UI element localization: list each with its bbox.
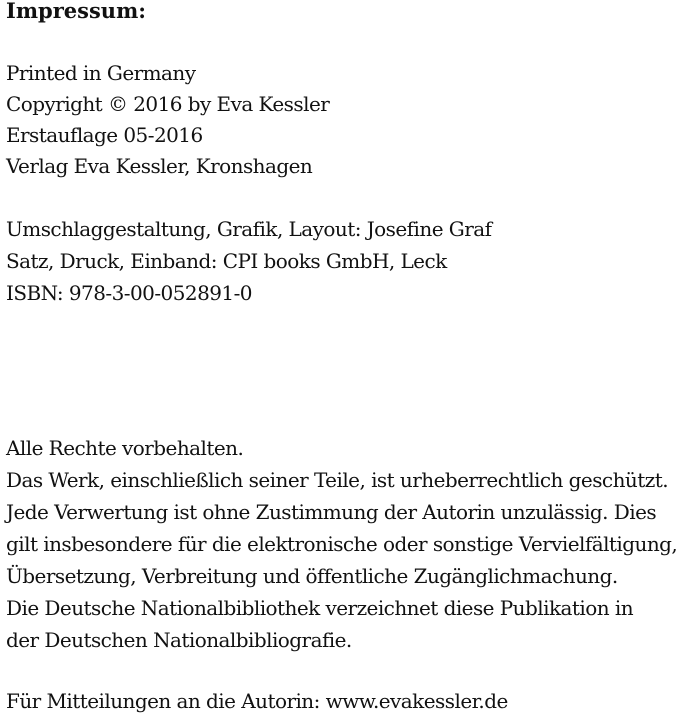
rights-line-5: Übersetzung, Verbreitung und öffentliche Zugänglichmachung. (6, 564, 618, 588)
rights-line-2: Das Werk, einschließlich seiner Teile, ist urheberrechtlich geschützt. (6, 468, 669, 492)
isbn-line: ISBN: 978-3-00-052891-0 (6, 281, 252, 305)
edition-line: Erstauflage 05-2016 (6, 123, 203, 147)
rights-line-4: gilt insbesondere für die elektronische oder sonstige Vervielfältigung, (6, 532, 678, 556)
design-credit-line: Umschlaggestaltung, Grafik, Layout: Josefine Graf (6, 217, 492, 241)
contact-line: Für Mitteilungen an die Autorin: www.evakessler.de (6, 689, 508, 713)
printed-in-line: Printed in Germany (6, 61, 196, 85)
copyright-line: Copyright © 2016 by Eva Kessler (6, 92, 330, 116)
publisher-line: Verlag Eva Kessler, Kronshagen (6, 154, 313, 178)
imprint-heading: Impressum: (6, 0, 147, 23)
printing-credit-line: Satz, Druck, Einband: CPI books GmbH, Leck (6, 249, 447, 273)
rights-line-7: der Deutschen Nationalbibliografie. (6, 628, 352, 652)
rights-line-6: Die Deutsche Nationalbibliothek verzeichnet diese Publikation in (6, 596, 634, 620)
rights-line-1: Alle Rechte vorbehalten. (6, 436, 244, 460)
rights-line-3: Jede Verwertung ist ohne Zustimmung der Autorin unzulässig. Dies (6, 500, 657, 524)
